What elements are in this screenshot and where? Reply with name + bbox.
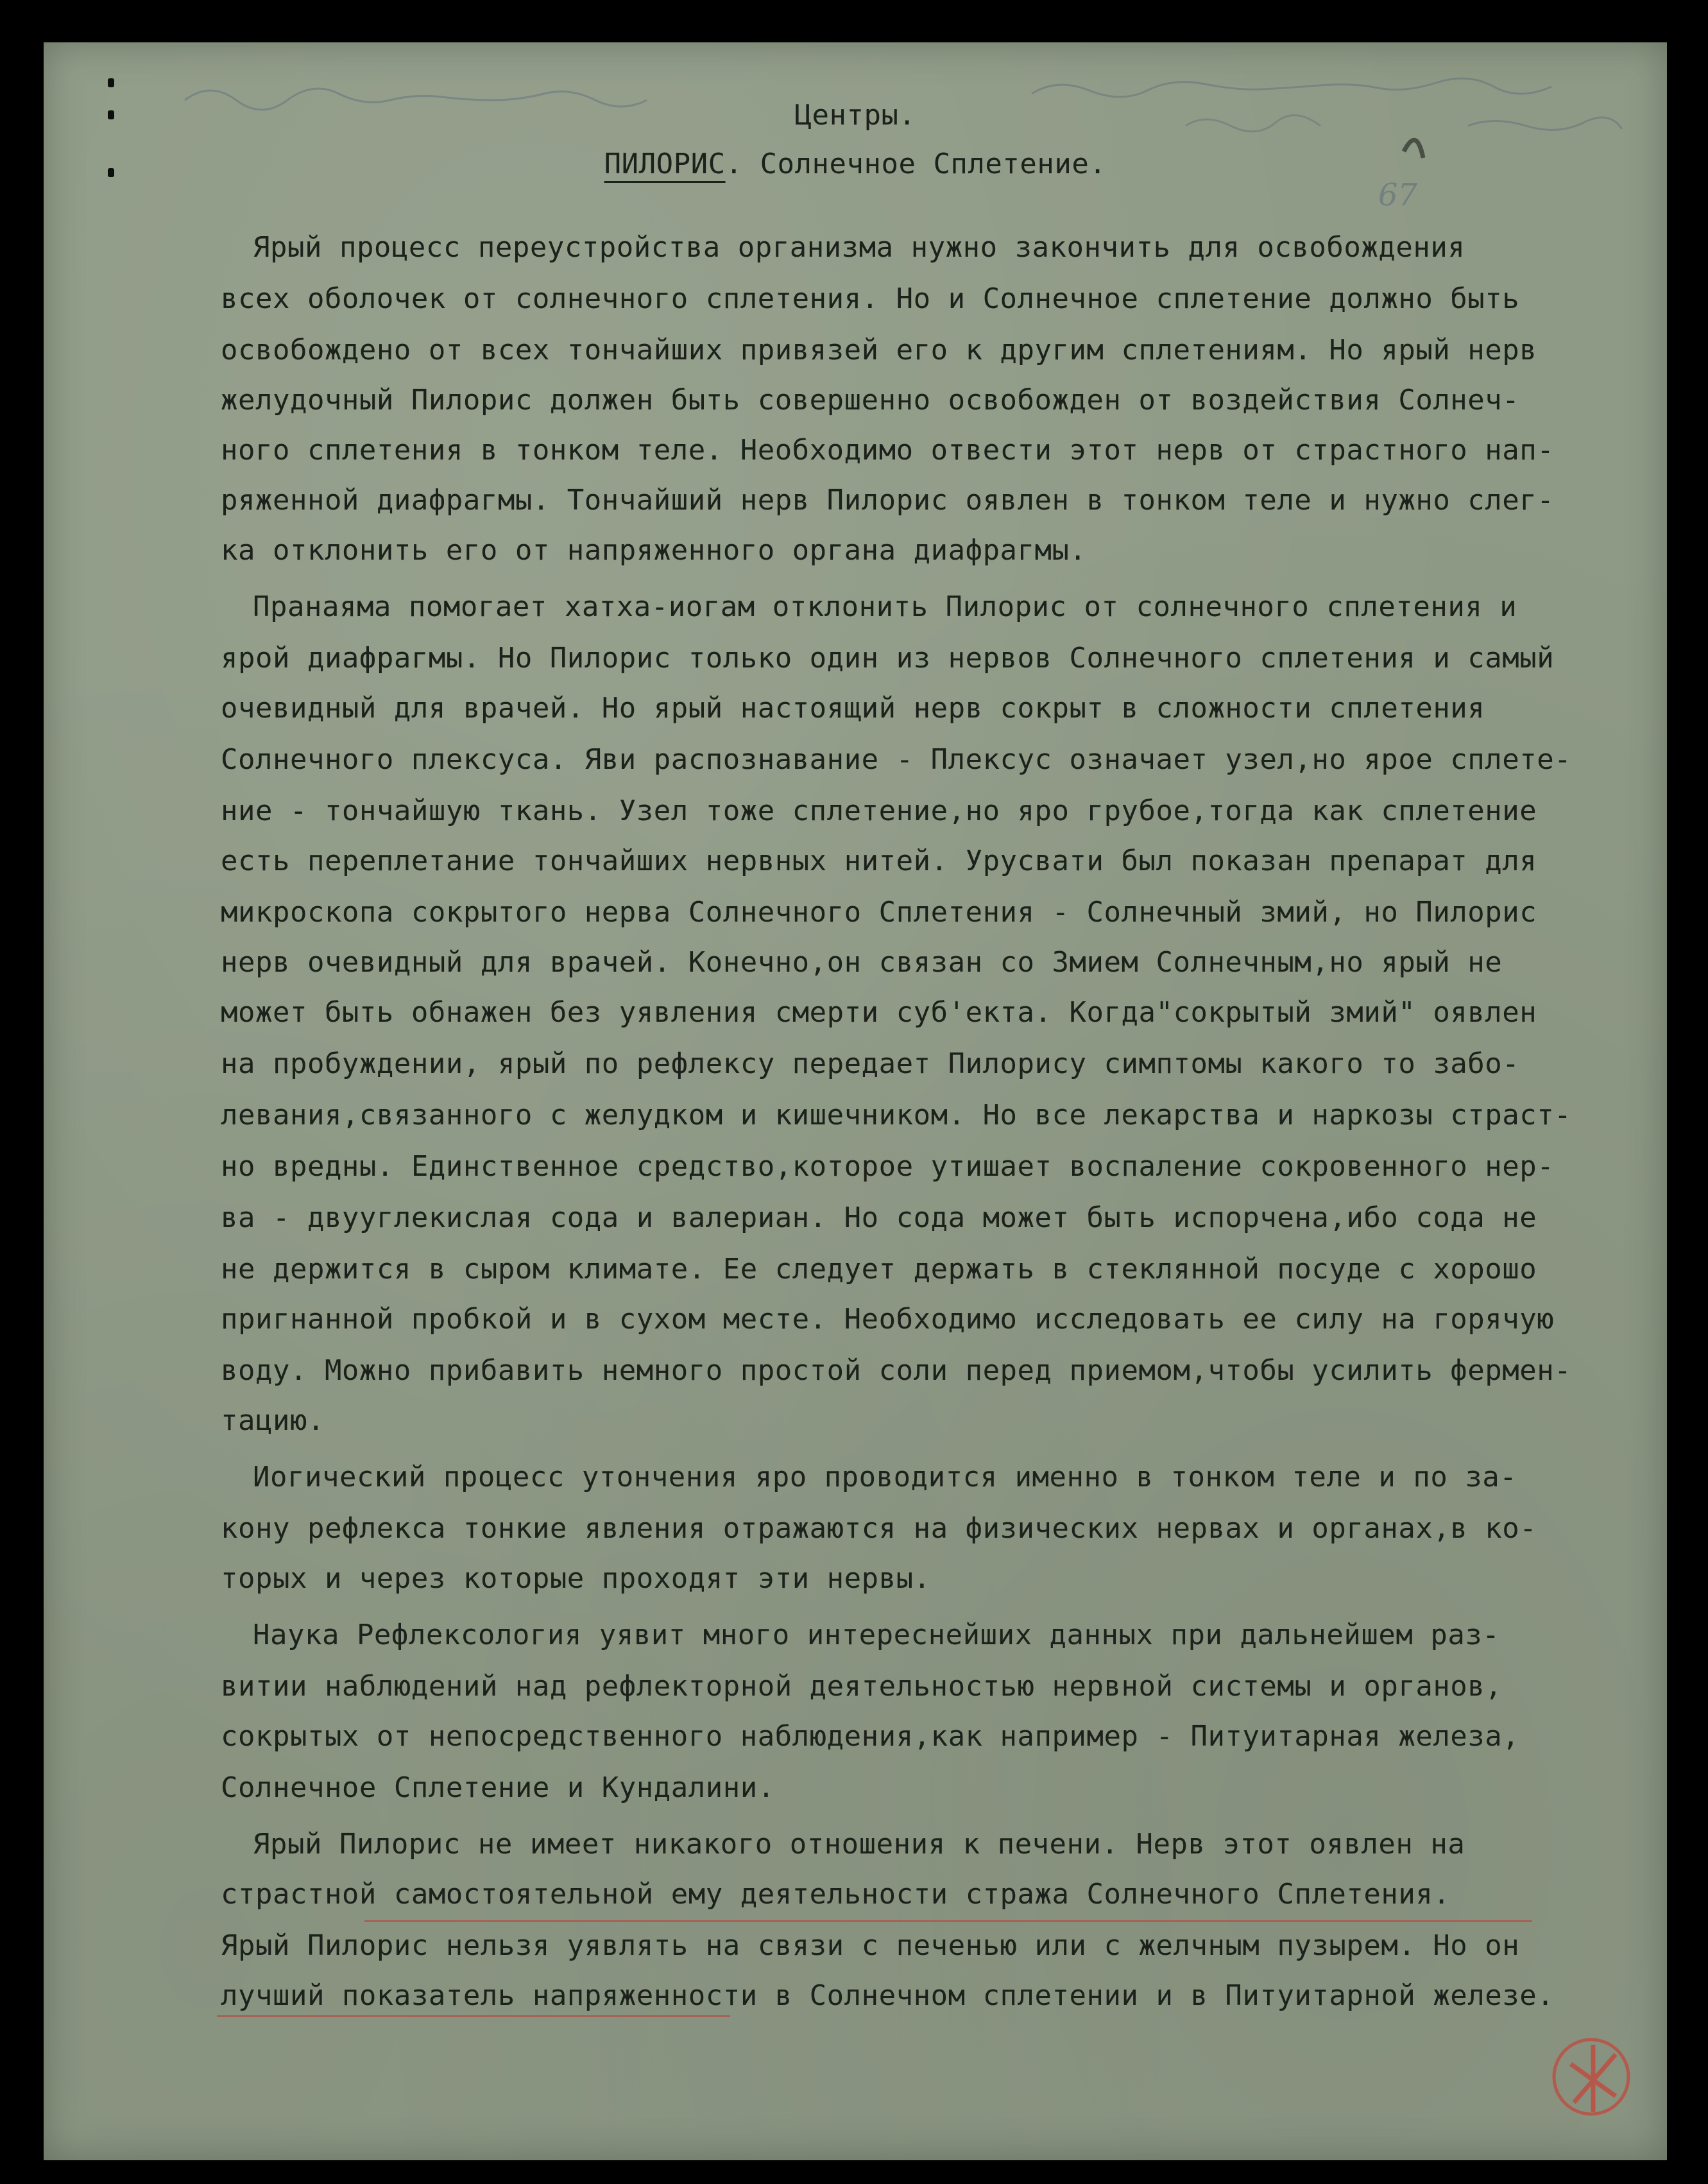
heading-solar-plexus: . Солнечное Сплетение. (725, 148, 1107, 180)
text-line: Ярый Пилорис не имеет никакого отношения к печени. Нерв этот оявлен на (253, 1828, 1465, 1861)
text-line: торых и через которые проходят эти нервы. (221, 1562, 931, 1595)
text-line: ва - двууглекислая сода и валериан. Но сода может быть испорчена,ибо сода не (221, 1201, 1537, 1234)
heading-centers-text: Центры. (794, 99, 916, 132)
red-pencil-underline (217, 2015, 730, 2017)
document-page (44, 42, 1667, 2160)
text-line: кону рефлекса тонкие явления отражаются на физических нервах и органах,в ко- (221, 1512, 1537, 1545)
text-line: Солнечное Сплетение и Кундалини. (221, 1771, 775, 1804)
heading-title (44, 148, 1667, 180)
page-number-note: 67 (1378, 177, 1418, 213)
text-line: освобождено от всех тончайших привязей его к другим сплетениям. Но ярый нерв (221, 334, 1537, 366)
text-line: лучший показатель напряженности в Солнечном сплетении и в Питуитарной железе. (221, 1979, 1555, 2012)
text-line: ного сплетения в тонком теле. Необходимо отвести этот нерв от страстного нап- (221, 434, 1555, 467)
text-line: ярой диафрагмы. Но Пилорис только один из нервов Солнечного сплетения и самый (221, 642, 1555, 675)
text-line: не держится в сыром климате. Ее следует держать в стеклянной посуде с хорошо (221, 1253, 1537, 1285)
text-line: сокрытых от непосредственного наблюдения,как например - Питуитарная железа, (221, 1720, 1520, 1753)
text-line: тацию. (221, 1404, 325, 1437)
heading-centers (44, 99, 1667, 132)
red-stamp-mark (1545, 2025, 1641, 2122)
text-line: есть переплетание тончайших нервных нитей. Урусвати был показан препарат для (221, 845, 1537, 877)
text-line: Ярый процесс переустройства организма нужно закончить для освобождения (253, 231, 1465, 264)
text-line: очевидный для врачей. Но ярый настоящий нерв сокрыт в сложности сплетения (221, 692, 1485, 725)
text-line: но вредны. Единственное средство,которое утишает воспаление сокровенного нер- (221, 1150, 1555, 1183)
text-line: нерв очевидный для врачей. Конечно,он связан со Змием Солнечным,но ярый не (221, 946, 1503, 979)
text-line: микроскопа сокрытого нерва Солнечного Сплетения - Солнечный змий, но Пилорис (221, 896, 1537, 929)
text-line: всех оболочек от солнечного сплетения. Но и Солнечное сплетение должно быть (221, 282, 1520, 315)
text-line: Наука Рефлексология уявит много интереснейших данных при дальнейшем раз- (253, 1619, 1500, 1651)
text-line: витии наблюдений над рефлекторной деятельностью нервной системы и органов, (221, 1670, 1503, 1703)
text-line: может быть обнажен без уявления смерти суб'екта. Когда"сокрытый змий" оявлен (221, 996, 1537, 1029)
text-line: страстной самостоятельной ему деятельности стража Солнечного Сплетения. (221, 1878, 1451, 1911)
text-line: ние - тончайшую ткань. Узел тоже сплетение,но яро грубое,тогда как сплетение (221, 795, 1537, 827)
text-line: ряженной диафрагмы. Тончайший нерв Пилорис оявлен в тонком теле и нужно слег- (221, 484, 1555, 517)
text-line: воду. Можно прибавить немного простой соли перед приемом,чтобы усилить фермен- (221, 1354, 1572, 1387)
red-pencil-underline (364, 1920, 1532, 1922)
text-line: желудочный Пилорис должен быть совершенно освобожден от воздействия Солнеч- (221, 384, 1520, 417)
text-line: Пранаяма помогает хатха-иогам отклонить Пилорис от солнечного сплетения и (253, 590, 1517, 623)
heading-pyloris: ПИЛОРИС (604, 148, 726, 180)
text-line: Ярый Пилорис нельзя уявлять на связи с печенью или с желчным пузырем. Но он (221, 1929, 1520, 1962)
text-line: пригнанной пробкой и в сухом месте. Необходимо исследовать ее силу на горячую (221, 1303, 1555, 1336)
text-line: на пробуждении, ярый по рефлексу передает Пилорису симптомы какого то забо- (221, 1047, 1520, 1080)
text-line: ка отклонить его от напряженного органа диафрагмы. (221, 534, 1087, 567)
text-line: Солнечного плексуса. Яви распознавание - Плексус означает узел,но ярое сплете- (221, 743, 1572, 776)
text-line: левания,связанного с желудком и кишечником. Но все лекарства и наркозы страст- (221, 1099, 1572, 1131)
text-line: Иогический процесс утончения яро проводится именно в тонком теле и по за- (253, 1461, 1517, 1493)
